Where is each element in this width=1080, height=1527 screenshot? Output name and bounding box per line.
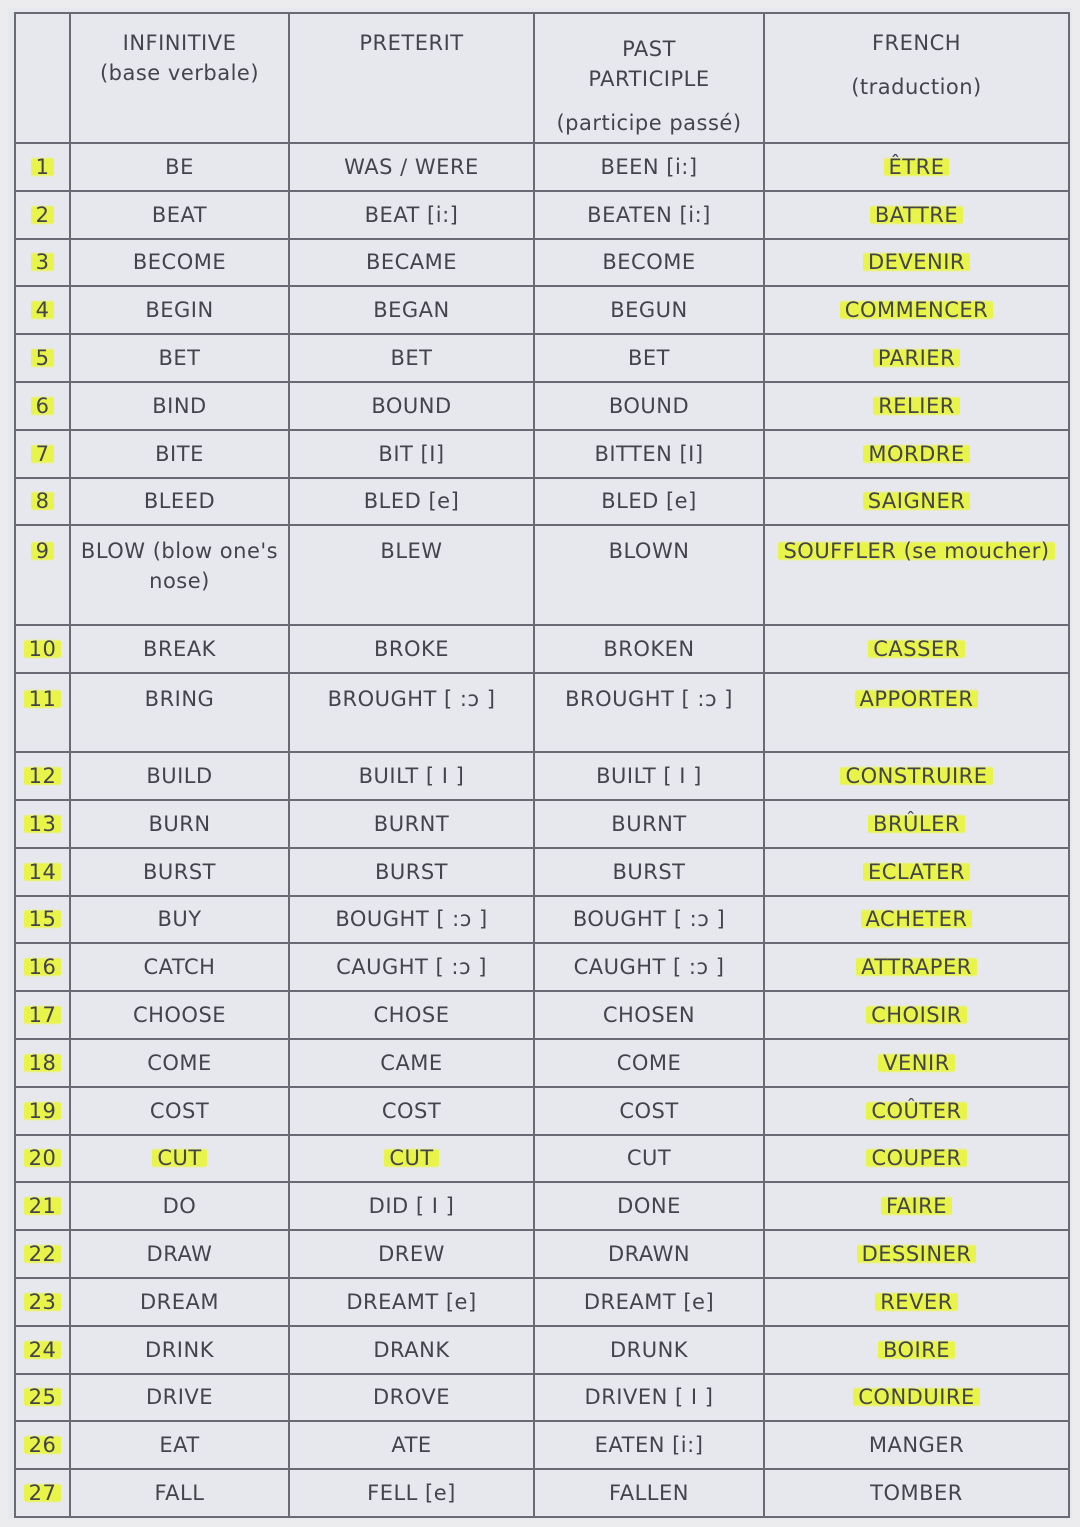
past-participle-cell: BURNT bbox=[534, 800, 764, 848]
french-cell-text: CONDUIRE bbox=[853, 1385, 980, 1409]
past-participle-cell: BEATEN [i:] bbox=[534, 191, 764, 239]
row-number-text: 21 bbox=[24, 1194, 62, 1218]
preterit-cell: WAS / WERE bbox=[289, 143, 534, 191]
row-number bbox=[15, 1374, 70, 1422]
past-participle-cell: DONE bbox=[534, 1182, 764, 1230]
french-cell bbox=[764, 478, 1069, 526]
past-participle-cell: FALLEN bbox=[534, 1469, 764, 1517]
row-number bbox=[15, 848, 70, 896]
row-number-text: 5 bbox=[31, 346, 55, 370]
preterit-cell: FELL [e] bbox=[289, 1469, 534, 1517]
header-french-subtitle: (traduction) bbox=[851, 75, 982, 99]
french-cell bbox=[764, 525, 1069, 625]
infinitive-cell bbox=[70, 1135, 289, 1183]
table-row bbox=[15, 943, 1069, 991]
table-row bbox=[15, 1421, 1069, 1469]
header-infinitive bbox=[70, 13, 289, 143]
past-participle-cell: BROUGHT [ :ɔ ] bbox=[534, 673, 764, 752]
french-cell bbox=[764, 1230, 1069, 1278]
row-number bbox=[15, 239, 70, 287]
past-participle-cell: DREAMT [e] bbox=[534, 1278, 764, 1326]
infinitive-cell: EAT bbox=[70, 1421, 289, 1469]
french-cell bbox=[764, 848, 1069, 896]
past-participle-cell: BLED [e] bbox=[534, 478, 764, 526]
row-number bbox=[15, 991, 70, 1039]
french-cell-text: COMMENCER bbox=[840, 298, 993, 322]
french-cell bbox=[764, 1182, 1069, 1230]
row-number-text: 27 bbox=[24, 1481, 62, 1505]
table-row bbox=[15, 625, 1069, 673]
french-cell bbox=[764, 1326, 1069, 1374]
infinitive-cell: BREAK bbox=[70, 625, 289, 673]
french-cell-text: CONSTRUIRE bbox=[840, 764, 992, 788]
preterit-cell: CAUGHT [ :ɔ ] bbox=[289, 943, 534, 991]
table-row bbox=[15, 991, 1069, 1039]
infinitive-cell: DRINK bbox=[70, 1326, 289, 1374]
french-cell bbox=[764, 1087, 1069, 1135]
preterit-cell: BLEW bbox=[289, 525, 534, 625]
table-row bbox=[15, 478, 1069, 526]
french-cell-text: CHOISIR bbox=[866, 1003, 967, 1027]
french-cell-text: DEVENIR bbox=[863, 250, 970, 274]
infinitive-cell: COME bbox=[70, 1039, 289, 1087]
row-number bbox=[15, 191, 70, 239]
table-row bbox=[15, 1039, 1069, 1087]
past-participle-cell: BET bbox=[534, 334, 764, 382]
french-cell-text: ATTRAPER bbox=[856, 955, 977, 979]
preterit-cell: CAME bbox=[289, 1039, 534, 1087]
french-cell bbox=[764, 896, 1069, 944]
header-past-participle bbox=[534, 13, 764, 143]
french-cell bbox=[764, 1374, 1069, 1422]
row-number bbox=[15, 800, 70, 848]
past-participle-cell: DRAWN bbox=[534, 1230, 764, 1278]
table-row bbox=[15, 286, 1069, 334]
infinitive-cell: BURST bbox=[70, 848, 289, 896]
row-number bbox=[15, 752, 70, 800]
row-number-text: 4 bbox=[31, 298, 55, 322]
table-row bbox=[15, 752, 1069, 800]
header-past-participle-subtitle: (participe passé) bbox=[556, 111, 742, 135]
french-cell-text: SAIGNER bbox=[863, 489, 971, 513]
french-cell-text: VENIR bbox=[878, 1051, 955, 1075]
row-number-text: 10 bbox=[24, 637, 62, 661]
infinitive-cell: BEAT bbox=[70, 191, 289, 239]
preterit-cell: DREAMT [e] bbox=[289, 1278, 534, 1326]
infinitive-cell: DRAW bbox=[70, 1230, 289, 1278]
header-row bbox=[15, 13, 1069, 143]
table-row bbox=[15, 896, 1069, 944]
infinitive-cell: BE bbox=[70, 143, 289, 191]
french-cell-text: ACHETER bbox=[861, 907, 973, 931]
row-number-text: 15 bbox=[24, 907, 62, 931]
french-cell bbox=[764, 673, 1069, 752]
row-number-text: 25 bbox=[24, 1385, 62, 1409]
past-participle-cell: BOUGHT [ :ɔ ] bbox=[534, 896, 764, 944]
row-number bbox=[15, 1135, 70, 1183]
row-number bbox=[15, 430, 70, 478]
preterit-cell: DROVE bbox=[289, 1374, 534, 1422]
french-cell bbox=[764, 1039, 1069, 1087]
french-cell bbox=[764, 943, 1069, 991]
row-number-text: 3 bbox=[31, 250, 55, 274]
infinitive-cell: BEGIN bbox=[70, 286, 289, 334]
infinitive-cell: FALL bbox=[70, 1469, 289, 1517]
past-participle-cell: CUT bbox=[534, 1135, 764, 1183]
row-number-text: 22 bbox=[24, 1242, 62, 1266]
french-cell-text: SOUFFLER (se moucher) bbox=[778, 539, 1054, 563]
table-row bbox=[15, 525, 1069, 625]
preterit-cell: BROUGHT [ :ɔ ] bbox=[289, 673, 534, 752]
french-cell bbox=[764, 800, 1069, 848]
french-cell bbox=[764, 286, 1069, 334]
preterit-cell: DREW bbox=[289, 1230, 534, 1278]
verb-rows bbox=[15, 143, 1069, 1517]
row-number-text: 8 bbox=[31, 489, 55, 513]
table-row bbox=[15, 191, 1069, 239]
past-participle-cell: BLOWN bbox=[534, 525, 764, 625]
french-cell-text: REVER bbox=[875, 1290, 958, 1314]
table-row bbox=[15, 800, 1069, 848]
french-cell bbox=[764, 382, 1069, 430]
infinitive-cell: BUY bbox=[70, 896, 289, 944]
row-number bbox=[15, 286, 70, 334]
past-participle-cell: BROKEN bbox=[534, 625, 764, 673]
past-participle-cell: DRIVEN [ I ] bbox=[534, 1374, 764, 1422]
past-participle-cell: BITTEN [I] bbox=[534, 430, 764, 478]
preterit-cell bbox=[289, 1135, 534, 1183]
preterit-cell: BET bbox=[289, 334, 534, 382]
row-number-text: 18 bbox=[24, 1051, 62, 1075]
row-number bbox=[15, 334, 70, 382]
past-participle-cell: EATEN [i:] bbox=[534, 1421, 764, 1469]
row-number bbox=[15, 1182, 70, 1230]
table-row bbox=[15, 1469, 1069, 1517]
preterit-cell: ATE bbox=[289, 1421, 534, 1469]
infinitive-cell: BIND bbox=[70, 382, 289, 430]
irregular-verbs-table bbox=[14, 12, 1070, 1518]
table-row bbox=[15, 1087, 1069, 1135]
past-participle-cell: CHOSEN bbox=[534, 991, 764, 1039]
header-preterit-title: PRETERIT bbox=[359, 31, 464, 55]
french-cell-text: DESSINER bbox=[857, 1242, 977, 1266]
preterit-cell-text: CUT bbox=[384, 1146, 438, 1170]
table-row bbox=[15, 1182, 1069, 1230]
french-cell bbox=[764, 143, 1069, 191]
row-number-text: 1 bbox=[31, 155, 55, 179]
row-number-text: 9 bbox=[31, 539, 55, 563]
past-participle-cell: BEEN [i:] bbox=[534, 143, 764, 191]
table-row bbox=[15, 1230, 1069, 1278]
preterit-cell: DID [ I ] bbox=[289, 1182, 534, 1230]
preterit-cell: BEAT [i:] bbox=[289, 191, 534, 239]
header-past-participle-title-2: PARTICIPLE bbox=[588, 67, 710, 91]
french-cell-text: CASSER bbox=[868, 637, 965, 661]
past-participle-cell: BOUND bbox=[534, 382, 764, 430]
header-past-participle-title-1: PAST bbox=[622, 37, 676, 61]
header-number bbox=[15, 13, 70, 143]
past-participle-cell: BEGUN bbox=[534, 286, 764, 334]
table-row bbox=[15, 1374, 1069, 1422]
infinitive-cell: BITE bbox=[70, 430, 289, 478]
french-cell bbox=[764, 239, 1069, 287]
french-cell: TOMBER bbox=[764, 1469, 1069, 1517]
past-participle-cell: BURST bbox=[534, 848, 764, 896]
french-cell bbox=[764, 191, 1069, 239]
preterit-cell: CHOSE bbox=[289, 991, 534, 1039]
preterit-cell: COST bbox=[289, 1087, 534, 1135]
french-cell bbox=[764, 430, 1069, 478]
row-number-text: 6 bbox=[31, 394, 55, 418]
header-french-title: FRENCH bbox=[871, 31, 962, 55]
preterit-cell: BOUGHT [ :ɔ ] bbox=[289, 896, 534, 944]
infinitive-cell: BLEED bbox=[70, 478, 289, 526]
past-participle-cell: BUILT [ I ] bbox=[534, 752, 764, 800]
row-number bbox=[15, 1421, 70, 1469]
preterit-cell: BLED [e] bbox=[289, 478, 534, 526]
row-number bbox=[15, 625, 70, 673]
past-participle-cell: DRUNK bbox=[534, 1326, 764, 1374]
row-number-text: 20 bbox=[24, 1146, 62, 1170]
row-number-text: 13 bbox=[24, 812, 62, 836]
french-cell-text: MORDRE bbox=[863, 442, 969, 466]
past-participle-cell: COST bbox=[534, 1087, 764, 1135]
french-cell-text: ECLATER bbox=[863, 860, 970, 884]
table-row bbox=[15, 848, 1069, 896]
preterit-cell: BIT [I] bbox=[289, 430, 534, 478]
french-cell-text: APPORTER bbox=[855, 687, 979, 711]
infinitive-cell: DO bbox=[70, 1182, 289, 1230]
french-cell-text: BRÛLER bbox=[868, 812, 965, 836]
row-number-text: 11 bbox=[24, 687, 62, 711]
french-cell bbox=[764, 334, 1069, 382]
row-number bbox=[15, 143, 70, 191]
preterit-cell: BECAME bbox=[289, 239, 534, 287]
header-infinitive-title: INFINITIVE bbox=[122, 31, 237, 55]
infinitive-cell: BRING bbox=[70, 673, 289, 752]
infinitive-cell: BECOME bbox=[70, 239, 289, 287]
french-cell bbox=[764, 752, 1069, 800]
row-number-text: 17 bbox=[24, 1003, 62, 1027]
preterit-cell: BURNT bbox=[289, 800, 534, 848]
infinitive-cell: COST bbox=[70, 1087, 289, 1135]
row-number-text: 26 bbox=[24, 1433, 62, 1457]
infinitive-cell: BLOW (blow one's nose) bbox=[70, 525, 289, 625]
french-cell bbox=[764, 625, 1069, 673]
row-number bbox=[15, 1326, 70, 1374]
row-number bbox=[15, 943, 70, 991]
infinitive-cell: DREAM bbox=[70, 1278, 289, 1326]
row-number bbox=[15, 1039, 70, 1087]
header-infinitive-subtitle: (base verbale) bbox=[99, 61, 260, 85]
preterit-cell: BOUND bbox=[289, 382, 534, 430]
preterit-cell: DRANK bbox=[289, 1326, 534, 1374]
table-row bbox=[15, 334, 1069, 382]
french-cell-text: COUPER bbox=[866, 1146, 966, 1170]
row-number bbox=[15, 1278, 70, 1326]
past-participle-cell: CAUGHT [ :ɔ ] bbox=[534, 943, 764, 991]
row-number-text: 16 bbox=[24, 955, 62, 979]
row-number-text: 7 bbox=[31, 442, 55, 466]
infinitive-cell: DRIVE bbox=[70, 1374, 289, 1422]
row-number-text: 14 bbox=[24, 860, 62, 884]
infinitive-cell: BET bbox=[70, 334, 289, 382]
infinitive-cell: CHOOSE bbox=[70, 991, 289, 1039]
table-row bbox=[15, 1326, 1069, 1374]
infinitive-cell-text: CUT bbox=[152, 1146, 206, 1170]
row-number bbox=[15, 673, 70, 752]
preterit-cell: BURST bbox=[289, 848, 534, 896]
table-row bbox=[15, 1135, 1069, 1183]
row-number bbox=[15, 525, 70, 625]
header-preterit bbox=[289, 13, 534, 143]
infinitive-cell: CATCH bbox=[70, 943, 289, 991]
french-cell-text: COÛTER bbox=[866, 1099, 966, 1123]
preterit-cell: BEGAN bbox=[289, 286, 534, 334]
row-number bbox=[15, 478, 70, 526]
preterit-cell: BUILT [ I ] bbox=[289, 752, 534, 800]
infinitive-cell: BURN bbox=[70, 800, 289, 848]
row-number-text: 19 bbox=[24, 1099, 62, 1123]
table-row bbox=[15, 1278, 1069, 1326]
french-cell-text: RELIER bbox=[873, 394, 960, 418]
table-row bbox=[15, 430, 1069, 478]
row-number bbox=[15, 1230, 70, 1278]
french-cell: MANGER bbox=[764, 1421, 1069, 1469]
french-cell-text: BOIRE bbox=[878, 1338, 955, 1362]
infinitive-cell: BUILD bbox=[70, 752, 289, 800]
row-number bbox=[15, 382, 70, 430]
french-cell-text: FAIRE bbox=[881, 1194, 952, 1218]
row-number-text: 2 bbox=[31, 203, 55, 227]
row-number bbox=[15, 896, 70, 944]
row-number bbox=[15, 1087, 70, 1135]
french-cell-text: BATTRE bbox=[870, 203, 963, 227]
row-number bbox=[15, 1469, 70, 1517]
row-number-text: 24 bbox=[24, 1338, 62, 1362]
header-french bbox=[764, 13, 1069, 143]
table-row bbox=[15, 673, 1069, 752]
table-row bbox=[15, 143, 1069, 191]
preterit-cell: BROKE bbox=[289, 625, 534, 673]
table-row bbox=[15, 239, 1069, 287]
row-number-text: 23 bbox=[24, 1290, 62, 1314]
past-participle-cell: BECOME bbox=[534, 239, 764, 287]
french-cell bbox=[764, 991, 1069, 1039]
past-participle-cell: COME bbox=[534, 1039, 764, 1087]
french-cell bbox=[764, 1278, 1069, 1326]
french-cell-text: ÊTRE bbox=[884, 155, 950, 179]
row-number-text: 12 bbox=[24, 764, 62, 788]
french-cell-text: PARIER bbox=[873, 346, 960, 370]
table-row bbox=[15, 382, 1069, 430]
french-cell bbox=[764, 1135, 1069, 1183]
